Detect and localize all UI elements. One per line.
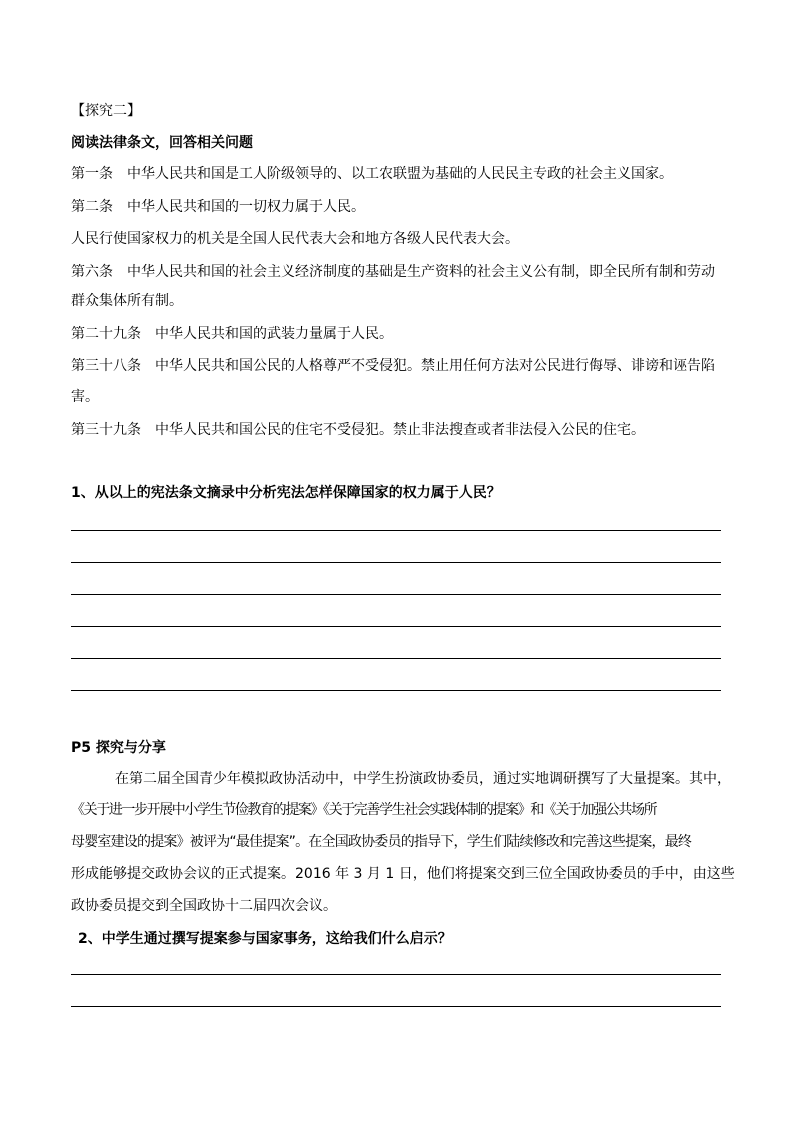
section-heading-explore-two: 【探究二】 xyxy=(71,103,141,119)
article-29: 第二十九条 中华人民共和国的武装力量属于人民。 xyxy=(71,326,393,342)
answer-line-4[interactable] xyxy=(71,626,721,627)
answer-line-2[interactable] xyxy=(71,562,721,563)
article-39: 第三十九条 中华人民共和国公民的住宅不受侵犯。禁止非法搜查或者非法侵入公民的住宅。 xyxy=(71,422,645,438)
article-1: 第一条 中华人民共和国是工人阶级领导的、以工农联盟为基础的人民民主专政的社会主义国家。 xyxy=(71,166,673,182)
answer-line-3[interactable] xyxy=(71,594,721,595)
article-38: 第三十八条 中华人民共和国公民的人格尊严不受侵犯。禁止用任何方法对公民进行侮辱、诽谤和诬告陷 xyxy=(71,358,715,374)
question-1: 1、从以上的宪法条文摘录中分析宪法怎样保障国家的权力属于人民？ xyxy=(71,485,501,501)
article-6: 第六条 中华人民共和国的社会主义经济制度的基础是生产资料的社会主义公有制，即全民所有制和劳动 xyxy=(71,264,715,280)
paragraph-line-3: 母婴室建设的提案》被评为“最佳提案”。在全国政协委员的指导下，学生们陆续修改和完善这些提案，最终 xyxy=(71,834,692,850)
article-6-continued: 群众集体所有制。 xyxy=(71,293,183,309)
paragraph-line-4: 形成能够提交政协会议的正式提案。2016 年 3 月 1 日，他们将提案交到三位全国政协委员的手中，由这些 xyxy=(71,866,735,882)
article-38-continued: 害。 xyxy=(71,389,99,405)
answer-line-6[interactable] xyxy=(71,690,721,691)
answer-line-7[interactable] xyxy=(71,974,721,975)
reading-instruction: 阅读法律条文，回答相关问题 xyxy=(71,135,253,151)
answer-line-1[interactable] xyxy=(71,530,721,531)
question-2: 2、中学生通过撰写提案参与国家事务，这给我们什么启示？ xyxy=(78,931,452,947)
paragraph-line-1: 在第二届全国青少年模拟政协活动中，中学生扮演政协委员，通过实地调研撰写了大量提案。其中， xyxy=(115,771,731,787)
article-2: 第二条 中华人民共和国的一切权力属于人民。 xyxy=(71,199,365,215)
answer-line-5[interactable] xyxy=(71,658,721,659)
section-heading-p5: P5 探究与分享 xyxy=(71,740,166,756)
paragraph-line-2: 《关于进一步开展中小学生节俭教育的提案》《关于完善学生社会实践体制的提案》和《关于加强公共场所 xyxy=(71,802,657,818)
answer-line-8[interactable] xyxy=(71,1006,721,1007)
article-2-continued: 人民行使国家权力的机关是全国人民代表大会和地方各级人民代表大会。 xyxy=(71,231,519,247)
paragraph-line-5: 政协委员提交到全国政协十二届四次会议。 xyxy=(71,898,337,914)
